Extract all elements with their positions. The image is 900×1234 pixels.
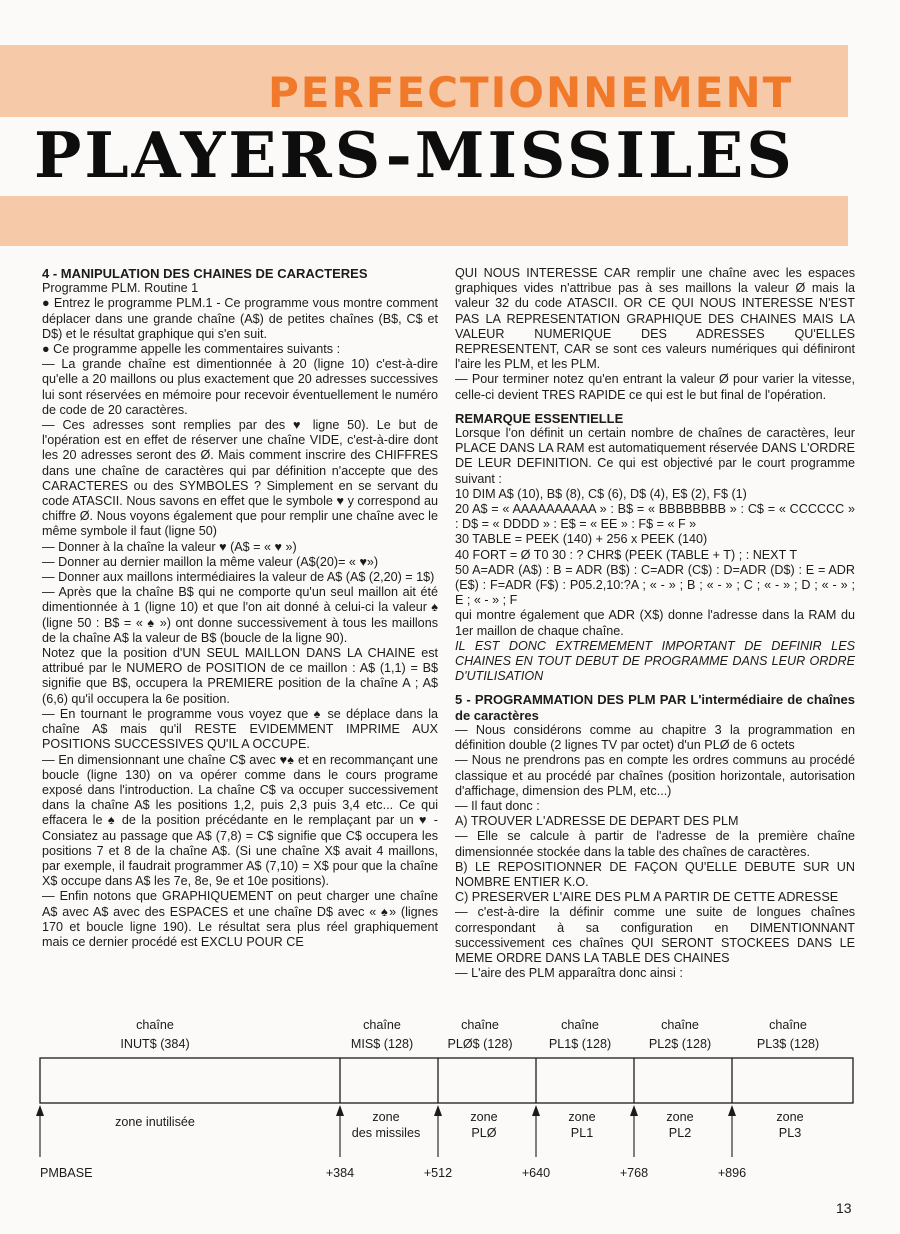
offset-label: +640 (521, 1166, 551, 1180)
memory-area-box (40, 1058, 853, 1103)
paragraph: ● Entrez le programme PLM.1 - Ce programme vous montre comment déplacer dans une grande chaîne (A$) de petites chaînes (B$, C$ et D$) et le résultat graphique qui s'en suit. (42, 296, 438, 341)
chain-word-label: chaîne (363, 1018, 401, 1032)
arrow-head-icon (630, 1105, 638, 1116)
zone-label: zone (470, 1110, 498, 1124)
right-column (455, 266, 855, 981)
paragraph: — En dimensionnant une chaîne C$ avec ♥♠ et en recommançant une boucle (ligne 130) on va opérer comme dans le cours programe exposé dans l'introduction. La chaîne C$ va occuper successivement dans la chaîne A$ les positions 1,2, puis 2,3 puis 3,4 etc... Ce qui effacera le ♠ de la position précédante en le remplaçant par un ♥ - Consiatez au passage que A$ (7,8) = C$ signifie que C$ occupera les positions 7 et 8 de la chaîne A$. (Si une chaîne X$ avait 4 maillons, par exemple, il faudrait programmer A$ (7,10) = X$ pour que la chaîne X$ occupe dans A$ les 7e, 8e, 9e et 10e positions). (42, 752, 438, 889)
header-band-bottom (0, 196, 848, 246)
zone-label: des missiles (351, 1126, 421, 1140)
paragraph: — Elle se calcule à partir de l'adresse de la première chaîne dimensionnée stockée dans la table des chaînes de caractères. (455, 829, 855, 859)
chain-name-label: INUT$ (384) (120, 1037, 190, 1051)
paragraph: 50 A=ADR (A$) : B = ADR (B$) : C=ADR (C$) : D=ADR (D$) : E = ADR (E$) : F=ADR (F$) : P05.2,10:?A ; « - » ; B ; « - » ; C ; « - » ; D ; « - » ; E ; « - » ; F (455, 562, 855, 608)
paragraph: 10 DIM A$ (10), B$ (8), C$ (6), D$ (4), E$ (2), F$ (1) (455, 486, 747, 501)
chain-name-label: PLØ$ (128) (447, 1037, 513, 1051)
chain-word-label: chaîne (661, 1018, 699, 1032)
paragraph: 20 A$ = « AAAAAAAAAA » : B$ = « BBBBBBBB » : C$ = « CCCCCC » : D$ = « DDDD » : E$ = « EE » : F$ = « F » (455, 502, 855, 532)
arrow-head-icon (728, 1105, 736, 1116)
zone-label: PL2 (668, 1126, 692, 1140)
paragraph: — Il faut donc : (455, 798, 540, 813)
paragraph: Notez que la position d'UN SEUL MAILLON DANS LA CHAINE est attribué par le NUMERO de POSITION de ce maillon : A$ (1,1) = B$ signifie que B$, occupera la PREMIERE position de la chaîne A ; A$ (6,6) qu'il occupera la 6e position. (42, 646, 438, 706)
chain-name-label: PL2$ (128) (648, 1037, 712, 1051)
section-heading: REMARQUE ESSENTIELLE (455, 410, 624, 426)
section-gap (455, 403, 855, 411)
paragraph: — Donner à la chaîne la valeur ♥ (A$ = « ♥ ») (42, 539, 297, 554)
section-heading: 4 - MANIPULATION DES CHAINES DE CARACTERES (42, 266, 368, 281)
chain-name-label: PL3$ (128) (756, 1037, 820, 1051)
chain-word-label: chaîne (561, 1018, 599, 1032)
paragraph: QUI NOUS INTERESSE CAR remplir une chaîne avec les espaces graphiques vides n'attribue pas à ses maillons la valeur Ø mais la valeur 32 du code ATASCII. OR CE QUI NOUS INTERESSE N'EST PAS LA REPRESENTATION GRAPHIQUE DES CHAINES MAIS LA VALEUR NUMERIQUE DES ADRESSES QU'ELLES REPRESENTENT, CAR se sont ces valeurs numériques qui définiront l'aire les PLM, et les PLM. (455, 266, 855, 372)
paragraph: — L'aire des PLM apparaîtra donc ainsi : (455, 966, 683, 981)
offset-label: +384 (325, 1166, 355, 1180)
paragraph: — En tournant le programme vous voyez que ♠ se déplace dans la chaîne A$ mais qu'il RESTE EVIDEMMENT IMPRIME AUX POSITIONS SUCCESSIVES QU'IL A OCCUPE. (42, 706, 438, 752)
section-gap (455, 684, 855, 692)
paragraph: ● Ce programme appelle les commentaires suivants : (42, 342, 341, 357)
offset-label: +896 (717, 1166, 747, 1180)
zone-label: PL3 (778, 1126, 802, 1140)
arrow-head-icon (532, 1105, 540, 1116)
chain-name-label: PL1$ (128) (548, 1037, 612, 1051)
offset-label: +512 (423, 1166, 453, 1180)
paragraph: B) LE REPOSITIONNER DE FAÇON QU'ELLE DEBUTE SUR UN NOMBRE ENTIER K.O. (455, 859, 855, 889)
paragraph: 40 FORT = Ø T0 30 : ? CHR$ (PEEK (TABLE + T) ; : NEXT T (455, 547, 798, 562)
paragraph: Lorsque l'on définit un certain nombre de chaînes de caractères, leur PLACE DANS LA RAM est automatiquement réservée DANS L'ORDRE DE LEUR DEFINITION. Ce qui est objectivé par le court programme suivant : (455, 426, 855, 486)
paragraph: C) PRESERVER L'AIRE DES PLM A PARTIR DE CETTE ADRESSE (455, 890, 839, 905)
arrow-head-icon (336, 1105, 344, 1116)
pmbase-label: PMBASE (40, 1166, 93, 1180)
zone-label: zone (776, 1110, 804, 1124)
chain-word-label: chaîne (769, 1018, 807, 1032)
paragraph: — Ces adresses sont remplies par des ♥ ligne 50). Le but de l'opération est en effet de réserver une chaîne VIDE, c'est-à-dire dont les 20 adresses seront des Ø. Mais comment inscrire des CHIFFRES dans une chaîne de caractères qui par définition n'accepte que des CARACTERES ou des SYMBOLES ? Simplement en se servant du code ATASCII. Nous savons en effet que le symbole ♥ y correspond au chiffre Ø. Nous voyons également que pour remplir une chaîne avec le même symbole il faut (ligne 50) (42, 418, 438, 539)
paragraph: — Pour terminer notez qu'en entrant la valeur Ø pour varier la vitesse, celle-ci devient TRES RAPIDE ce qui est le but final de l'opération. (455, 372, 855, 402)
zone-label: zone (666, 1110, 694, 1124)
arrow-head-icon (434, 1105, 442, 1116)
zone-dividers (340, 1058, 732, 1103)
chain-word-label: chaîne (461, 1018, 499, 1032)
paragraph: — Après que la chaîne B$ qui ne comporte qu'un seul maillon ait été dimentionnée à 1 (ligne 10) et que l'on ait donné à celui-ci la valeur ♠ (ligne 50 : B$ = « ♠ ») ont donne successivement à tous les maillons de la chaîne A$ la valeur de B$ (boucle de la ligne 90). (42, 585, 438, 645)
chain-word-label: chaîne (136, 1018, 174, 1032)
paragraph: — Nous considérons comme au chapitre 3 la programmation en définition double (2 lignes TV par octet) d'un PLØ de 6 octets (455, 722, 855, 753)
paragraph: 30 TABLE = PEEK (140) + 256 x PEEK (140) (455, 532, 708, 547)
left-column (42, 266, 438, 950)
paragraph: — Donner au dernier maillon la même valeur (A$(20)= « ♥») (42, 554, 379, 569)
zone-label: zone (568, 1110, 596, 1124)
section-heading: 5 - PROGRAMMATION DES PLM PAR L'intermédiaire de chaînes de caractères (455, 692, 855, 723)
zone-label: zone inutilisée (115, 1115, 195, 1129)
chain-name-label: MIS$ (128) (350, 1037, 414, 1051)
paragraph: qui montre également que ADR (X$) donne l'adresse dans la RAM du 1er maillon de chaque chaîne. (455, 608, 855, 638)
paragraph: — La grande chaîne est dimentionnée à 20 (ligne 10) c'est-à-dire qu'elle a 20 maillons ou plus exactement que 20 adresses successives lui sont réservées en mémoire pour recevoir éventuellement le numéro de code de 20 caractères. (42, 357, 438, 417)
paragraph: — Nous ne prendrons pas en compte les ordres communs au procédé classique et au procédé par chaînes (position horizontale, autorisation d'affichage, dimension des PLM, etc...) (455, 753, 855, 798)
paragraph: IL EST DONC EXTREMEMENT IMPORTANT DE DEFINIR LES CHAINES EN TOUT DEBUT DE PROGRAMME DANS LEUR ORDRE D'UTILISATION (455, 638, 855, 684)
zone-label: PL1 (570, 1126, 594, 1140)
plm-memory-diagram (0, 1012, 900, 1192)
section-kicker: PERFECTIONNEMENT (268, 68, 794, 117)
paragraph: Programme PLM. Routine 1 (42, 281, 199, 296)
page-number: 13 (836, 1200, 852, 1216)
paragraph: — c'est-à-dire la définir comme une suite de longues chaînes correspondant à sa configuration en DIMENTIONNANT successivement ces chaînes QUI SERONT STOCKEES DANS LE MEME ORDRE DANS LA TABLE DES CHAINES (455, 905, 855, 965)
arrow-head-icon (36, 1105, 44, 1116)
paragraph: A) TROUVER L'ADRESSE DE DEPART DES PLM (455, 814, 739, 829)
offset-label: +768 (619, 1166, 649, 1180)
paragraph: — Donner aux maillons intermédiaires la valeur de A$ (A$ (2,20) = 1$) (42, 570, 435, 585)
page-title: PLAYERS-MISSILES (34, 118, 795, 192)
zone-label: PLØ (471, 1126, 497, 1140)
paragraph: — Enfin notons que GRAPHIQUEMENT on peut charger une chaîne A$ avec A$ avec des ESPACES et une chaîne D$ avec « ♠» (lignes 170 et boucle ligne 190). Le résultat sera plus réel graphiquement mais ce dernier procédé est EXCLU POUR CE (42, 889, 438, 949)
zone-label: zone (372, 1110, 400, 1124)
